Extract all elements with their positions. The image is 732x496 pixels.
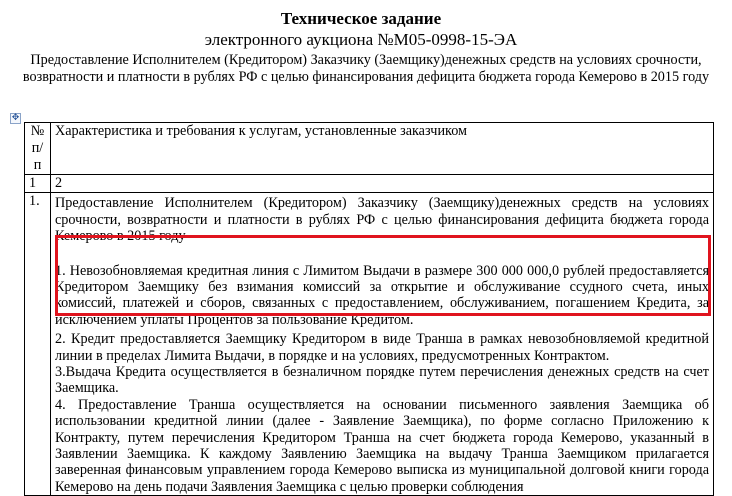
document-title: Техническое задание: [280, 9, 442, 28]
index-cell-1: 1: [25, 175, 51, 193]
list-item: 1. Невозобновляемая кредитная линия с Лимитом Выдачи в размере 300 000 000,0 рублей предоставляется Кредитором Заемщику без взимания комиссий за открытие и обслуживание ссудного счета, иных комиссий, платежей и сборов, связанных с предоставлением, обслуживанием, погашением Кредита, за исключением уплаты Процентов за пользование Кредитом.: [55, 262, 709, 328]
table-row: [25, 193, 714, 496]
table-header-row: [25, 123, 714, 175]
row-content-cell: [51, 193, 714, 496]
auction-number: электронного аукциона №М05-0998-15-ЭА: [204, 30, 518, 49]
move-cross-icon[interactable]: ✥: [11, 113, 20, 123]
row-number-cell: 1.: [25, 193, 51, 496]
requirements-table: [24, 122, 714, 496]
table-index-row: [25, 175, 714, 193]
row-intro-text: Предоставление Исполнителем (Кредитором) Заказчику (Заемщику)денежных средств на условиях срочности, возвратности и платности в рублях РФ с целью финансирования дефицита бюджета города Кемерово в 2015 году: [55, 195, 709, 244]
list-item: 4. Предоставление Транша осуществляется на основании письменного заявления Заемщика об использовании кредитной линии (далее - Заявление Заемщика), по форме согласно Приложению к Контракту, путем перечисления Кредитором Транша на счет бюджета города Кемерово, указанный в Заявлении Заемщика. К каждому Заявлению Заемщика на выдачу Транша Заемщиком прилагается заверенная финансовым управлением города Кемерово выписка из муниципальной долговой книги города Кемерово на день подачи Заявления Заемщика с целью проверки соблюдения: [55, 396, 709, 495]
document-purpose: Предоставление Исполнителем (Кредитором) Заказчику (Заемщику)денежных средств на условиях срочности, возвратности и платности в рублях РФ с целью финансирования дефицита бюджета города Кемерово в 2015 году: [22, 52, 710, 85]
header-number-cell: № п/п: [25, 123, 51, 175]
text-cursor: [55, 247, 56, 259]
row-items: [55, 263, 709, 496]
document-header: [0, 9, 732, 86]
index-cell-2: 2: [51, 175, 714, 193]
header-text-cell: Характеристика и требования к услугам, установленные заказчиком: [51, 123, 714, 175]
list-item: 3.Выдача Кредита осуществляется в безналичном порядке путем перечисления денежных средств на счет Заемщика.: [55, 363, 709, 397]
list-item: 2. Кредит предоставляется Заемщику Кредитором в виде Транша в рамках невозобновляемой кредитной линии в пределах Лимита Выдачи, в порядке и на условиях, предусмотренных Контрактом.: [55, 331, 709, 364]
